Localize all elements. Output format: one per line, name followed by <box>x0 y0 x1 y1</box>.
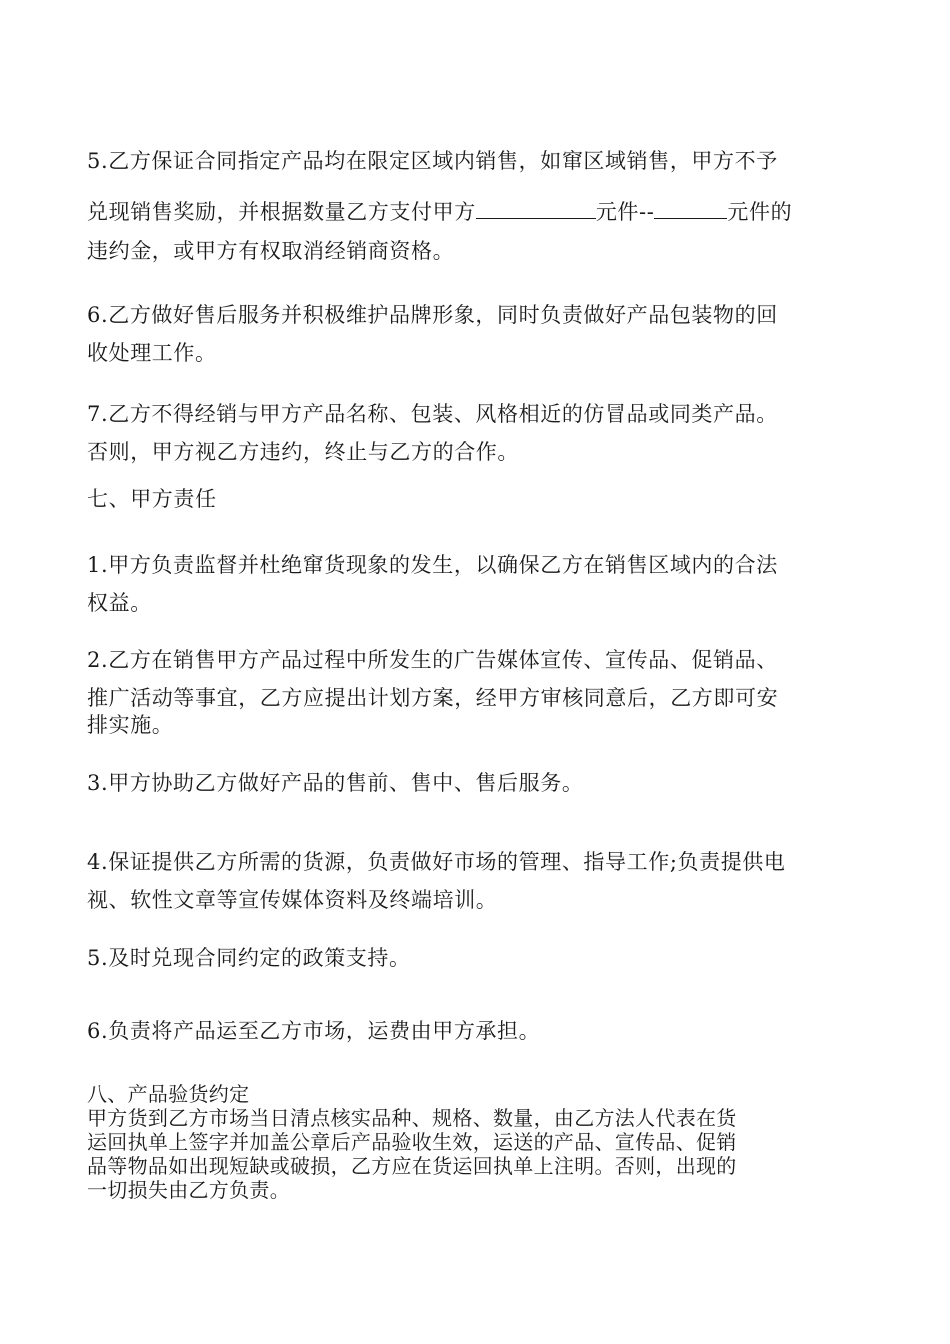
clause-5-line-1: 5.乙方保证合同指定产品均在限定区域内销售，如窜区域销售，甲方不予 <box>87 149 778 173</box>
clause-6 <box>87 296 867 372</box>
section-7-item-2-line-2: 推广活动等事宜，乙方应提出计划方案，经甲方审核同意后，乙方即可安 <box>87 686 779 710</box>
clause-7 <box>87 395 867 471</box>
section-7-item-2-line-1: 2.乙方在销售甲方产品过程中所发生的广告媒体宣传、宣传品、促销品、 <box>87 648 778 672</box>
section-8-line-2: 运回执单上签字并加盖公章后产品验收生效，运送的产品、宣传品、促销 <box>87 1130 737 1154</box>
clause-5-line-2-text-a: 兑现销售奖励，并根据数量乙方支付甲方 <box>87 200 476 224</box>
section-8 <box>87 1082 867 1202</box>
section-7-item-1-line-1: 1.甲方负责监督并杜绝窜货现象的发生，以确保乙方在销售区域内的合法 <box>87 553 778 577</box>
clause-5-line-2 <box>87 196 867 236</box>
clause-5-line-2-text-b: 元件-- <box>595 200 655 224</box>
clause-7-line-2: 否则，甲方视乙方违约，终止与乙方的合作。 <box>87 440 519 464</box>
section-7-item-4-line-2: 视、软性文章等宣传媒体资料及终端培训。 <box>87 888 498 912</box>
section-7-item-2 <box>87 645 867 740</box>
section-8-heading: 八、产品验货约定 <box>87 1082 250 1106</box>
clause-7-line-1: 7.乙方不得经销与甲方产品名称、包装、风格相近的仿冒品或同类产品。 <box>87 402 778 426</box>
section-7-heading: 七、甲方责任 <box>87 487 217 511</box>
section-7-item-3 <box>87 768 867 798</box>
section-7-item-6-line-1: 6.负责将产品运至乙方市场，运费由甲方承担。 <box>87 1019 541 1043</box>
clause-6-line-1: 6.乙方做好售后服务并积极维护品牌形象，同时负责做好产品包装物的回 <box>87 303 778 327</box>
section-8-line-4: 一切损失由乙方负责。 <box>87 1178 290 1202</box>
clause-5-line-3: 违约金，或甲方有权取消经销商资格。 <box>87 239 455 263</box>
section-7-item-3-line-1: 3.甲方协助乙方做好产品的售前、售中、售后服务。 <box>87 771 584 795</box>
amount-blank-2 <box>654 196 727 219</box>
clause-5-line-2-text-c: 元件的 <box>727 200 793 224</box>
section-7-item-4-line-1: 4.保证提供乙方所需的货源，负责做好市场的管理、指导工作;负责提供电 <box>87 850 786 874</box>
amount-blank-1 <box>476 196 596 219</box>
section-7-item-1 <box>87 546 867 622</box>
section-7-item-5-line-1: 5.及时兑现合同约定的政策支持。 <box>87 946 411 970</box>
section-8-line-3: 品等物品如出现短缺或破损，乙方应在货运回执单上注明。否则，出现的 <box>87 1154 737 1178</box>
section-7-item-4 <box>87 843 867 919</box>
clause-6-line-2: 收处理工作。 <box>87 341 217 365</box>
section-7-item-5 <box>87 943 867 973</box>
section-7-item-6 <box>87 1016 867 1046</box>
section-8-line-1: 甲方货到乙方市场当日清点核实品种、规格、数量，由乙方法人代表在货 <box>87 1106 737 1130</box>
section-7-item-2-line-3: 排实施。 <box>87 713 174 737</box>
section-7-item-1-line-2: 权益。 <box>87 591 152 615</box>
clause-5 <box>87 146 867 266</box>
